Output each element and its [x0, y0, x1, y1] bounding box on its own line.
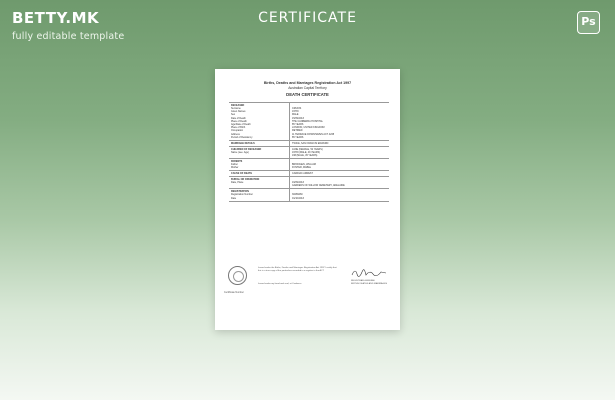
field-label: MARRIAGE DETAILS [231, 141, 255, 145]
certificate-territory: Australian Capital Territory [288, 86, 327, 90]
certificate-field-labels [229, 177, 290, 188]
seal-icon [228, 266, 247, 285]
field-value: GARDENS OF WILLOW CEMETERY, ADELAIDE [292, 184, 345, 188]
field-label: Place of Birth [231, 126, 246, 130]
certificate-title: DEATH CERTIFICATE [286, 92, 329, 97]
field-label: Address [231, 132, 240, 136]
field-value: 15/09/2013 [292, 116, 304, 120]
certificate-certification-text: Issued under the Births, Deaths and Marriages Registration Act 1997 I certify that this is a true copy of the particulars recorded in a register in the ACT [258, 267, 337, 272]
page-title: CERTIFICATE [258, 10, 357, 26]
field-label: Age/Date of Death [231, 123, 251, 127]
field-value: BRODIGEN, WILLIAM [292, 163, 316, 167]
brand-tagline: fully editable template [12, 31, 125, 42]
field-value: THE CANBERRA HOSPITAL [292, 119, 323, 123]
field-label: Registration Number [231, 193, 253, 197]
field-label: Period of Residency [231, 135, 253, 139]
field-label: REGISTRATION [231, 190, 249, 194]
field-value: JOHN (MALE, 49 YEARS) [292, 150, 320, 154]
certificate-number-label: Certificate Number [224, 291, 244, 294]
certificate-field-labels [229, 103, 290, 140]
brand-logo: BETTY.MK [12, 9, 100, 27]
field-value: 30289460 [292, 193, 303, 197]
field-value: CARDIAC ARREST [292, 172, 313, 176]
field-value: JANE (FEMALE, 52 YEARS) [292, 147, 323, 151]
certificate-document [215, 69, 400, 330]
certificate-act-title: Births, Deaths and Marriages Registration Act 1997 [263, 81, 352, 85]
field-label: Date [231, 196, 237, 200]
certificate-issued-text: Issued under my hand and seal, at Canberra [258, 283, 302, 285]
certificate-row [229, 147, 389, 159]
field-label: Father [231, 163, 238, 167]
field-label: Surname [231, 107, 241, 110]
field-label: CAUSE OF DEATH [231, 172, 253, 176]
certificate-field-values [290, 171, 389, 176]
field-label: Given Names [231, 110, 246, 114]
certificate-field-values [290, 189, 389, 200]
field-value: JOHN [292, 110, 299, 114]
field-value: MALE [292, 113, 299, 117]
field-label: Date of Death [231, 116, 246, 120]
field-value: RETIRED [292, 129, 303, 133]
field-value: JIM (MALE, 45 YEARS) [292, 154, 318, 158]
field-label: Name (see. Age) [231, 150, 249, 154]
field-value: TWICE, SAN FRANCIS EDWARD [292, 141, 329, 145]
certificate-details-table [229, 102, 389, 202]
certificate-row [229, 159, 389, 171]
certificate-row [229, 177, 389, 189]
field-value: 01/10/2013 [292, 196, 304, 200]
field-value: FOSTER, MABEL [292, 166, 312, 170]
field-label: Mother [231, 166, 239, 170]
field-label: Occupation [231, 129, 244, 133]
field-label: Date, Place [231, 181, 244, 185]
certificate-field-values [290, 147, 389, 158]
field-value: LONDON, UNITED KINGDOM [292, 126, 325, 130]
certificate-field-values [290, 177, 389, 188]
photoshop-icon: Ps [577, 11, 600, 34]
certificate-field-values [290, 103, 389, 140]
field-label: DECEASED [231, 103, 245, 107]
certificate-field-values [290, 159, 389, 170]
field-label: Place of Death [231, 119, 247, 123]
certificate-field-labels [229, 189, 290, 200]
certificate-field-labels [229, 147, 290, 158]
field-label: BURIAL OR CREMATION [231, 178, 260, 182]
certificate-field-values [290, 141, 389, 146]
certificate-field-labels [229, 159, 290, 170]
certificate-row [229, 189, 389, 201]
signature-icon [351, 269, 387, 278]
signature-caption: REGISTRAR-GENERAL BIRTHS DEATHS AND MARRIAGES [351, 280, 388, 285]
field-label: CHILDREN OF DECEASED [231, 147, 262, 151]
field-label: Sex [231, 113, 236, 117]
certificate-field-labels [229, 141, 290, 146]
field-label: PARENTS [231, 159, 243, 163]
field-value: 85 YEARS [292, 135, 304, 139]
field-value: 11 TERRACE DOWNHAVEN ACT 4238 [292, 132, 335, 136]
field-value: 85 YEARS [292, 123, 304, 127]
certificate-field-labels [229, 171, 290, 176]
field-value: CRUDIS [292, 107, 302, 110]
field-value: 19/09/2013 [292, 181, 304, 185]
certificate-row [229, 103, 389, 141]
